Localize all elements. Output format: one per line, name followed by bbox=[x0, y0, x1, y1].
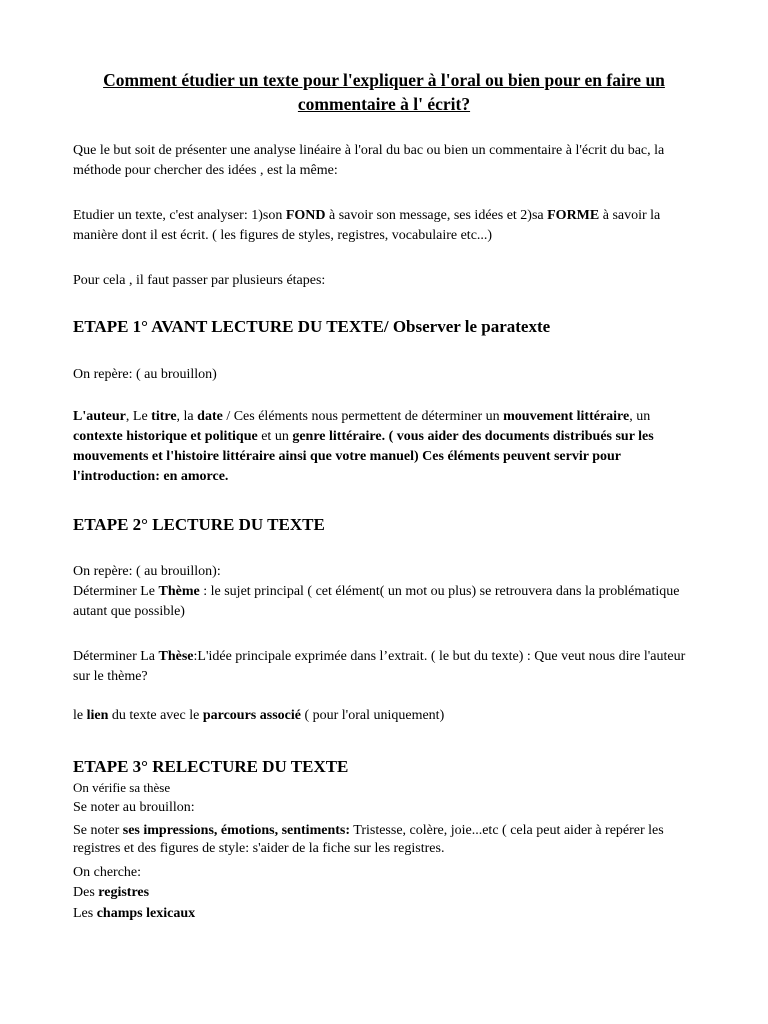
parcours-keyword: parcours associé bbox=[202, 708, 301, 723]
ses-paragraph bbox=[73, 822, 698, 858]
contexte-keyword: contexte historique et politique bbox=[73, 429, 258, 444]
lien-text-3: ( pour l'oral uniquement) bbox=[300, 708, 445, 723]
registres-keyword: registres bbox=[98, 885, 150, 900]
analyse-text-2: à savoir son message, ses idées et 2)sa bbox=[325, 208, 548, 223]
etape2-on-repere: On repère: ( au brouillon): bbox=[73, 564, 221, 579]
verifie-line: On vérifie sa thèse bbox=[73, 780, 171, 795]
etape3-heading: ETAPE 3° RELECTURE DU TEXTE bbox=[73, 757, 349, 776]
etape1-heading: ETAPE 1° AVANT LECTURE DU TEXTE/ Observer le paratexte bbox=[73, 317, 551, 336]
des-registres-line bbox=[73, 883, 698, 903]
theme-text-2: : le sujet principal ( cet élément( un mot ou plus) se retrouvera dans la problématique autant que possible) bbox=[73, 584, 680, 619]
etape1-text-1: , Le bbox=[125, 409, 152, 424]
etape1-paragraph bbox=[73, 407, 698, 487]
lien-text-2: du texte avec le bbox=[108, 708, 203, 723]
theme-text-1: Déterminer Le bbox=[73, 584, 159, 599]
etape1-text-4: , un bbox=[629, 409, 651, 424]
etape2-heading: ETAPE 2° LECTURE DU TEXTE bbox=[73, 515, 325, 534]
these-keyword: Thèse bbox=[158, 649, 194, 664]
document-title: Comment étudier un texte pour l'expliquer à l'oral ou bien pour en faire un commentaire à l' écrit? bbox=[103, 70, 665, 114]
etape1-text-2: , la bbox=[176, 409, 198, 424]
les-text: Les bbox=[73, 906, 97, 921]
champs-lexicaux-line bbox=[73, 904, 698, 924]
analyse-text-3: à savoir la manière dont il est écrit. ( les figures de styles, registres, vocabulaire etc...) bbox=[73, 208, 661, 243]
noter-line: Se noter au brouillon: bbox=[73, 800, 195, 815]
etape1-on-repere: On repère: ( au brouillon) bbox=[73, 367, 217, 382]
titre-keyword: titre bbox=[151, 409, 177, 424]
lien-paragraph bbox=[73, 706, 698, 726]
etape1-text-3: / Ces éléments nous permettent de déterminer un bbox=[222, 409, 504, 424]
impressions-keyword: ses impressions, émotions, sentiments: bbox=[122, 823, 351, 838]
auteur-keyword: L'auteur bbox=[73, 409, 126, 424]
intro-paragraph: Que le but soit de présenter une analyse linéaire à l'oral du bac ou bien un commentaire à l'écrit du bac, la méthode pour chercher des idées , est la même: bbox=[73, 143, 665, 178]
these-paragraph bbox=[73, 647, 698, 687]
genre-keyword: genre littéraire. ( vous aider des documents distribués sur les mouvements et l'histoire littéraire ainsi que votre manuel) Ces éléments peuvent servir pour l'introduction: en amorce. bbox=[73, 429, 654, 484]
these-text-2: :L'idée principale exprimée dans l’extrait. ( le but du texte) : Que veut nous dire l'auteur sur le thème? bbox=[73, 649, 686, 684]
champs-lexicaux-keyword: champs lexicaux bbox=[96, 906, 196, 921]
etape1-text-5: et un bbox=[257, 429, 293, 444]
date-keyword: date bbox=[197, 409, 223, 424]
des-text: Des bbox=[73, 885, 99, 900]
lien-text-1: le bbox=[73, 708, 87, 723]
theme-paragraph bbox=[73, 582, 698, 622]
these-text-1: Déterminer La bbox=[73, 649, 159, 664]
forme-keyword: FORME bbox=[547, 208, 600, 223]
ses-text-1: Se noter bbox=[73, 823, 123, 838]
pour-cela-paragraph: Pour cela , il faut passer par plusieurs étapes: bbox=[73, 273, 326, 288]
fond-keyword: FOND bbox=[285, 208, 326, 223]
analyse-text-1: Etudier un texte, c'est analyser: 1)son bbox=[73, 208, 286, 223]
theme-keyword: Thème bbox=[158, 584, 200, 599]
mouvement-keyword: mouvement littéraire bbox=[503, 409, 630, 424]
lien-keyword: lien bbox=[86, 708, 109, 723]
ses-text-2: Tristesse, colère, joie...etc ( cela peut aider à repérer les registres et des figures de style: s'aider de la fiche sur les registres. bbox=[73, 823, 664, 856]
analyse-paragraph bbox=[73, 206, 698, 246]
on-cherche-line: On cherche: bbox=[73, 865, 142, 880]
